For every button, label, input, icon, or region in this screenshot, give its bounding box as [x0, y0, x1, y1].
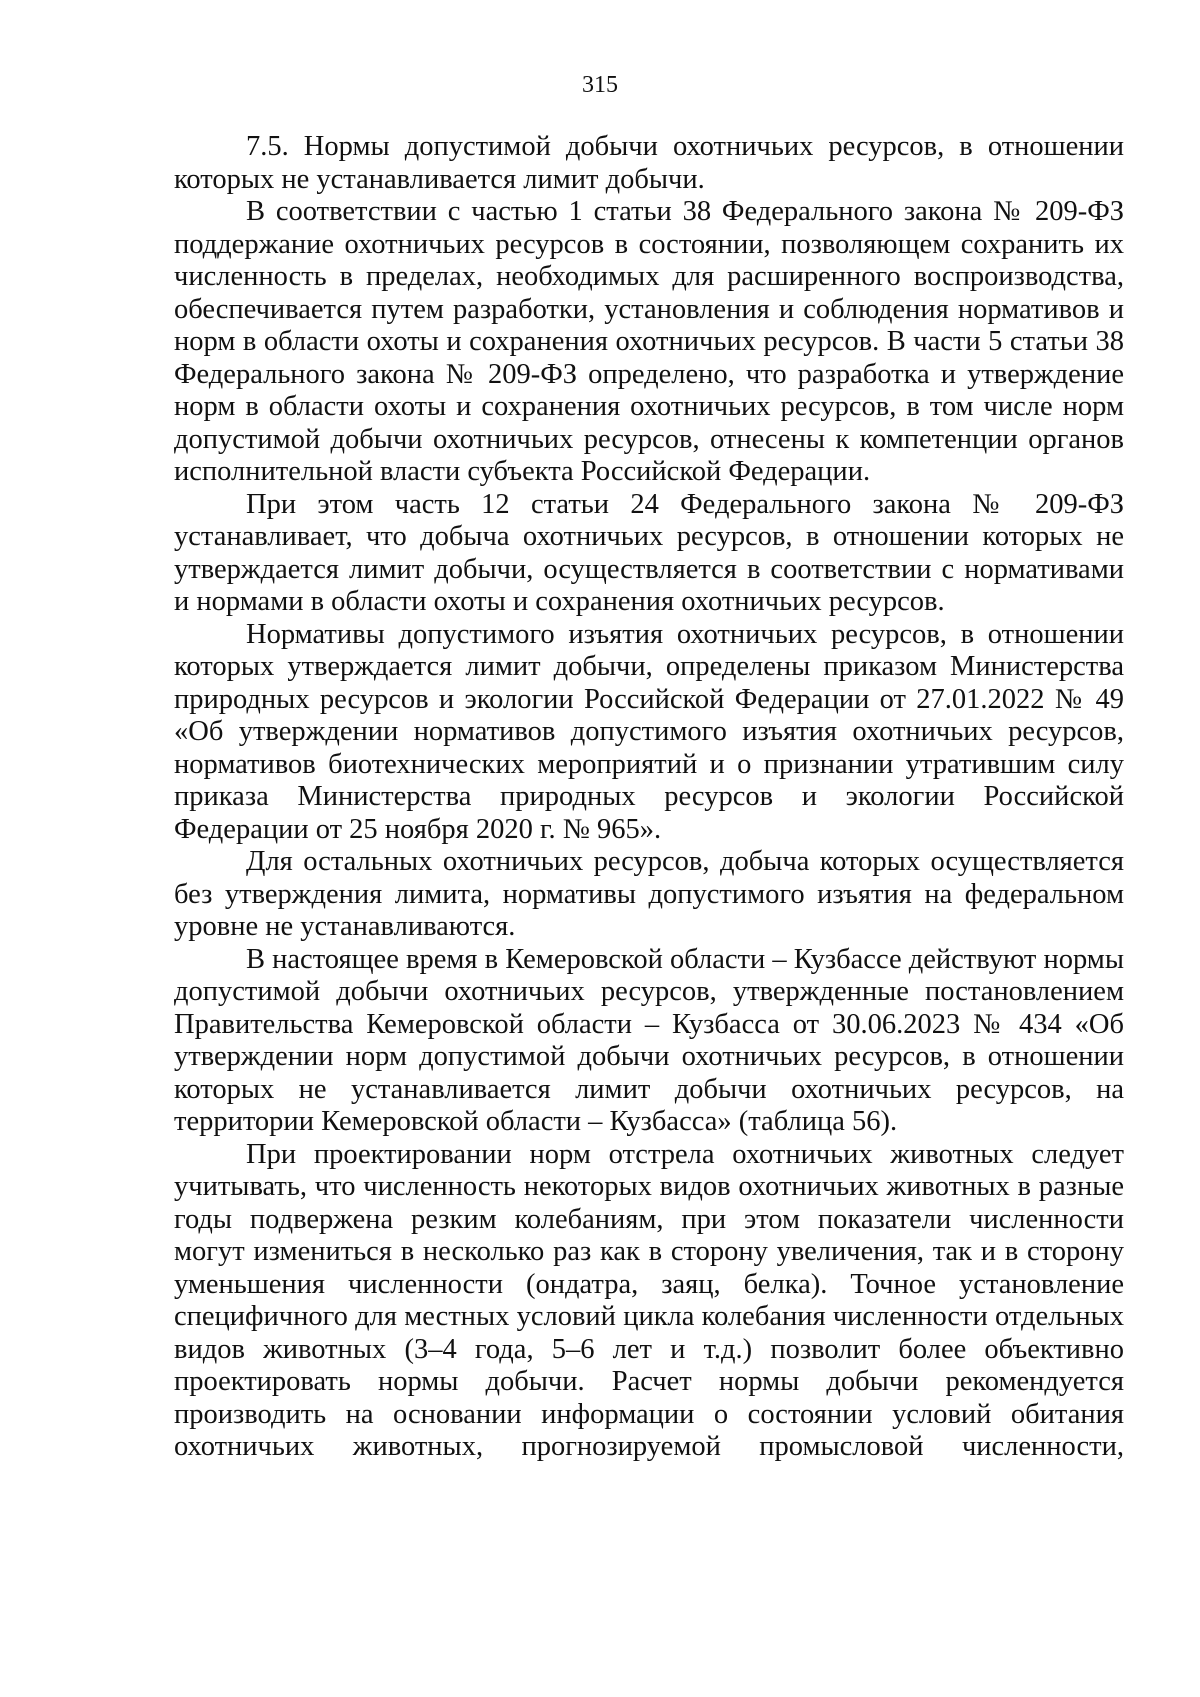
body-paragraph: В настоящее время в Кемеровской области – Кузбассе действуют нормы допустимой добычи охотничьих ресурсов, утвержденные постановлением Правительства Кемеровской области – Кузбасса от 30.06.2023 № 434 «Об утверждении норм допустимой добычи охотничьих ресурсов, в отношении которых не устанавливается лимит добычи охотничьих ресурсов, на территории Кемеровской области – Кузбасса» (таблица 56).: [174, 943, 1124, 1137]
document-body: [174, 131, 1124, 1464]
body-paragraph: Для остальных охотничьих ресурсов, добыча которых осуществляется без утверждения лимита, нормативы допустимого изъятия на федеральном уровне не устанавливаются.: [174, 846, 1124, 942]
section-heading-paragraph: 7.5. Нормы допустимой добычи охотничьих ресурсов, в отношении которых не устанавливается лимит добычи.: [174, 131, 1124, 195]
page-number: 315: [582, 72, 618, 98]
body-paragraph: Нормативы допустимого изъятия охотничьих ресурсов, в отношении которых утверждается лимит добычи, определены приказом Министерства природных ресурсов и экологии Российской Федерации от 27.01.2022 № 49 «Об утверждении нормативов допустимого изъятия охотничьих ресурсов, нормативов биотехнических мероприятий и о признании утратившим силу приказа Министерства природных ресурсов и экологии Российской Федерации от 25 ноября 2020 г. № 965».: [174, 618, 1124, 845]
body-paragraph: В соответствии с частью 1 статьи 38 Федерального закона № 209-ФЗ поддержание охотничьих ресурсов в состоянии, позволяющем сохранить их численность в пределах, необходимых для расширенного воспроизводства, обеспечивается путем разработки, установления и соблюдения нормативов и норм в области охоты и сохранения охотничьих ресурсов. В части 5 статьи 38 Федерального закона № 209-ФЗ определено, что разработка и утверждение норм в области охоты и сохранения охотничьих ресурсов, в том числе норм допустимой добычи охотничьих ресурсов, отнесены к компетенции органов исполнительной власти субъекта Российской Федерации.: [174, 196, 1124, 487]
body-paragraph: При этом часть 12 статьи 24 Федерального закона № 209-ФЗ устанавливает, что добыча охотничьих ресурсов, в отношении которых не утверждается лимит добычи, осуществляется в соответствии с нормативами и нормами в области охоты и сохранения охотничьих ресурсов.: [174, 488, 1124, 617]
body-paragraph: При проектировании норм отстрела охотничьих животных следует учитывать, что численность некоторых видов охотничьих животных в разные годы подвержена резким колебаниям, при этом показатели численности могут измениться в несколько раз как в сторону увеличения, так и в сторону уменьшения численности (ондатра, заяц, белка). Точное установление специфичного для местных условий цикла колебания численности отдельных видов животных (3–4 года, 5–6 лет и т.д.) позволит более объективно проектировать нормы добычи. Расчет нормы добычи рекомендуется производить на основании информации о состоянии условий обитания охотничьих животных, прогнозируемой промысловой численности,: [174, 1138, 1124, 1462]
